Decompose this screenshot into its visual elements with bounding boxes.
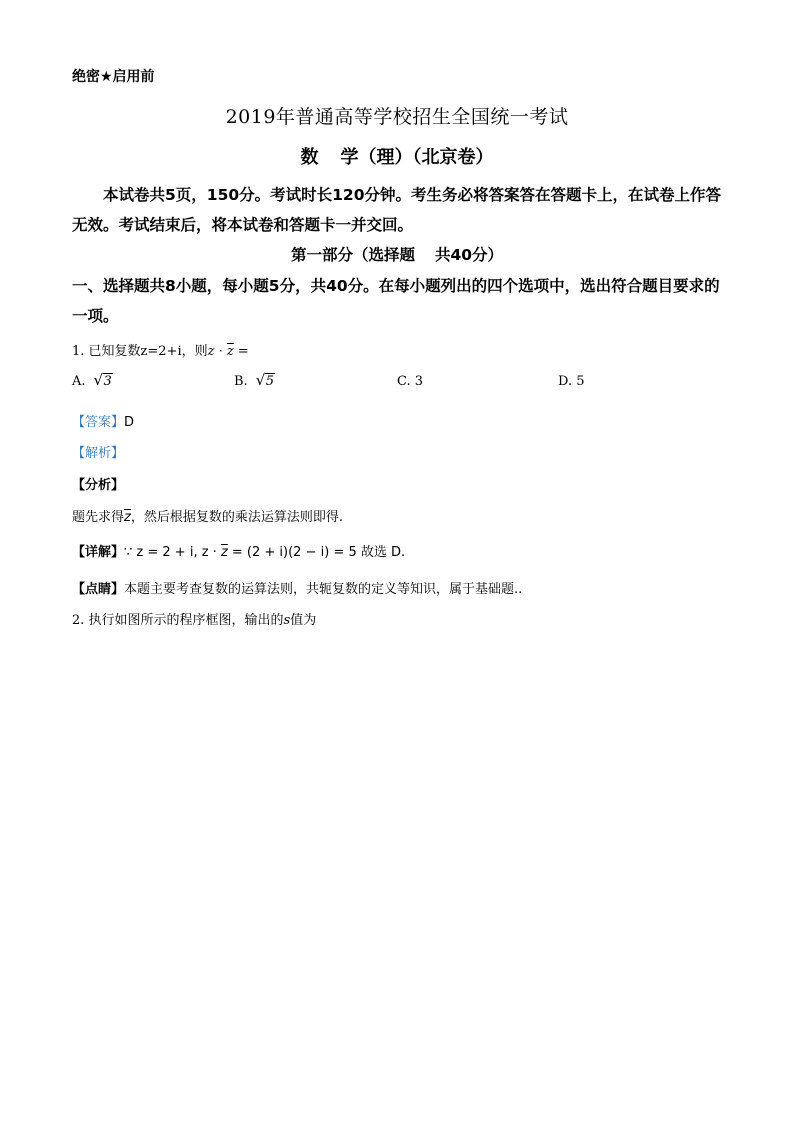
radical-icon: √ [255,371,266,389]
exam-instructions: 本试卷共5页，150分。考试时长120分钟。考生务必将答案答在答题卡上，在试卷上作答无效。考试结束后，将本试卷和答题卡一并交回。 [72,186,721,234]
breakdown-tag [72,474,124,493]
xiangjie-label: 【详解】 [72,545,125,560]
dianjing-text: 本题主要考查复数的运算法则，共轭复数的定义等知识，属于基础题.. [124,582,523,597]
question-1-options [72,371,722,394]
answer-tag: 【答案】 [72,415,125,430]
comment-line [72,578,522,597]
answer-value: D [124,415,135,430]
sqrt-symbol [93,371,113,389]
subject-rest: 学（理）（北京卷） [340,147,494,168]
xiangjie-text: ∵ z = 2 + i, z · [124,545,221,560]
confidential-label: 绝密★启用前 [72,69,155,85]
xiangjie-zbar: $\overline{z}$ [220,545,228,560]
q1-eq: = [233,344,249,359]
part-one-left: 第一部分（选择题 [290,246,415,264]
exam-subject [0,143,794,169]
sqrt-symbol [255,371,275,389]
q2-prefix: 2. 执行如图所示的程序框图，输出的 [72,613,284,628]
radical-icon: √ [93,371,104,389]
xiangjie-rest: = (2 + i)(2 − i) = 5 故选 D. [227,545,406,560]
fenxi-suffix: ，然后根据复数的乘法运算法则即得. [130,510,343,525]
q1-zbar: $\overline{z}$ [226,344,234,359]
part-one-heading [0,243,794,265]
answer-line [72,411,134,430]
dianjing-label: 【点睛】 [72,582,125,597]
option-b-value: 5 [265,374,274,389]
option-b [234,371,275,389]
part-one-right: 共40分） [434,246,504,264]
jiexi-label: 【解析】 [72,446,125,461]
q2-suffix: 值为 [290,613,317,628]
option-b-label: B. [234,374,248,389]
q1-z: z [207,344,215,359]
exam-title: 2019年普通高等学校招生全国统一考试 [225,106,569,128]
detail-line [72,541,405,560]
fenxi-label: 【分析】 [72,478,125,493]
q2-var: s [283,613,291,628]
option-d: D. 5 [558,374,585,389]
question-1-stem [72,340,249,359]
q1-stem-prefix: 1. 已知复数z=2+i，则 [72,344,208,359]
breakdown-text [72,506,343,525]
fenxi-prefix: 题先求得 [72,510,125,525]
option-a-label: A. [72,374,86,389]
q1-dot: · [214,344,227,359]
fenxi-zbar: $\overline{z}$ [124,510,131,525]
question-2-stem [72,609,316,628]
option-a [72,371,113,389]
option-a-value: 3 [103,374,112,389]
subject-char: 数 [300,147,319,168]
analysis-tag [72,442,124,461]
option-c: C. 3 [397,374,424,389]
section-one-heading: 一、选择题共8小题，每小题5分，共40分。在每小题列出的四个选项中，选出符合题目要求的一项。 [72,277,720,325]
